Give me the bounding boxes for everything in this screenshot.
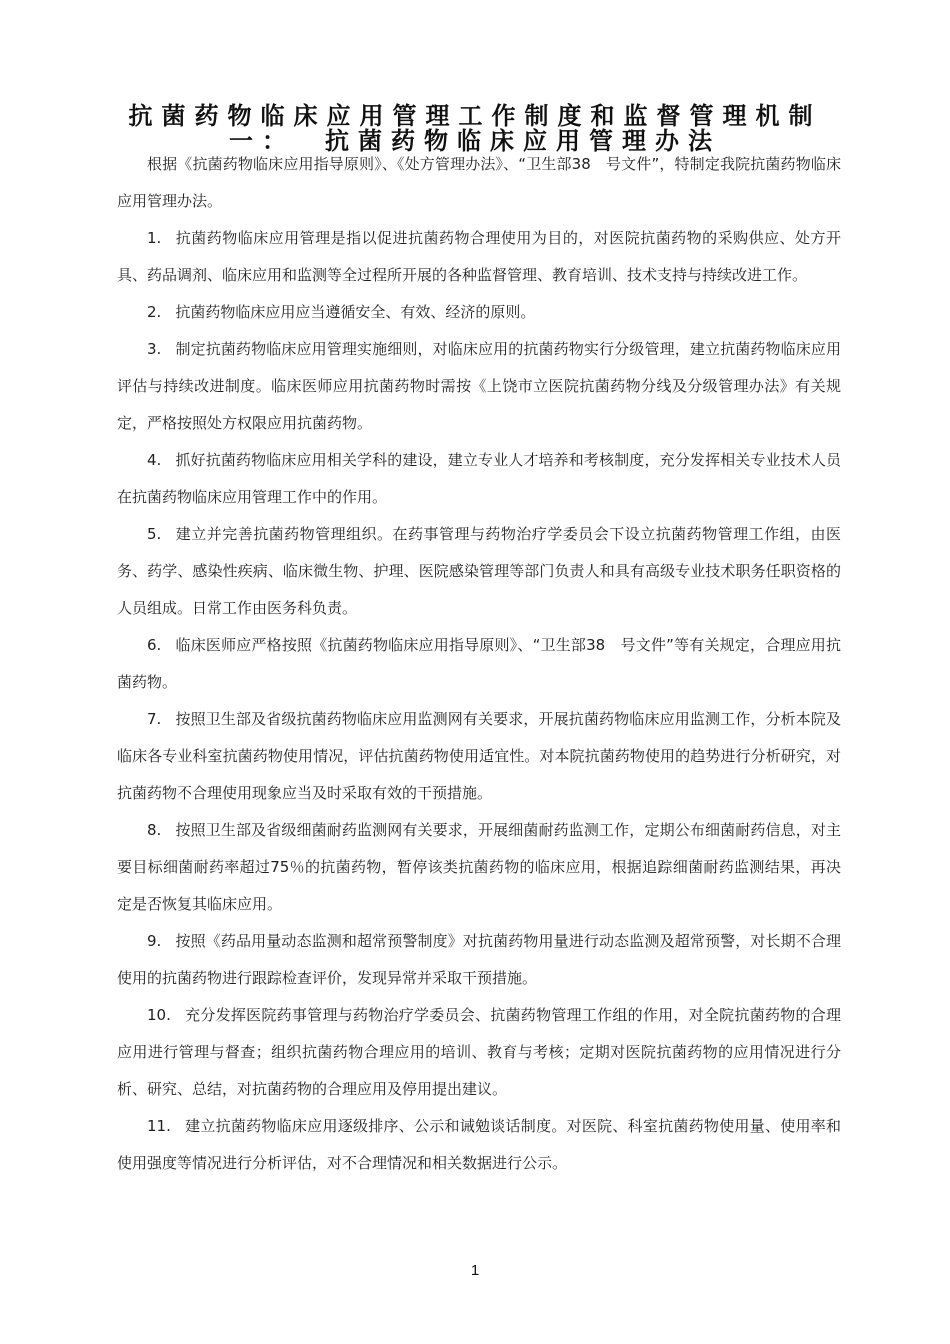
clause-text: 抓好抗菌药物临床应用相关学科的建设，建立专业人才培养和考核制度，充分发挥相关专业技术人员在抗菌药物临床应用管理工作中的作用。: [117, 451, 841, 506]
clause-6: [117, 627, 841, 701]
clause-text: 建立抗菌药物临床应用逐级排序、公示和诫勉谈话制度。对医院、科室抗菌药物使用量、使用率和使用强度等情况进行分析评估，对不合理情况和相关数据进行公示。: [117, 1117, 841, 1172]
clause-text: 抗菌药物临床应用应当遵循安全、有效、经济的原则。: [175, 303, 536, 321]
clause-number: 6.: [147, 636, 162, 654]
document-title: 抗菌药物临床应用管理工作制度和监督管理机制: [128, 102, 822, 130]
clause-text: 按照卫生部及省级抗菌药物临床应用监测网有关要求，开展抗菌药物临床应用监测工作，分析本院及临床各专业科室抗菌药物使用情况，评估抗菌药物使用适宜性。对本院抗菌药物使用的趋势进行分析研究，对抗菌药物不合理使用现象应当及时采取有效的干预措施。: [117, 710, 841, 802]
clause-number: 10.: [147, 1006, 171, 1024]
clause-8: [117, 812, 841, 923]
clause-number: 3.: [147, 340, 162, 358]
intro-paragraph: 根据《抗菌药物临床应用指导原则》、《处方管理办法》、“卫生部38 号文件”，特制定我院抗菌药物临床应用管理办法。: [117, 155, 841, 210]
clause-text: 建立并完善抗菌药物管理组织。在药事管理与药物治疗学委员会下设立抗菌药物管理工作组，由医务、药学、感染性疾病、临床微生物、护理、医院感染管理等部门负责人和具有高级专业技术职务任职资格的人员组成。日常工作由医务科负责。: [117, 525, 841, 617]
clause-2: [117, 294, 841, 331]
clause-number: 8.: [147, 821, 162, 839]
document-body: [117, 146, 841, 1182]
clause-number: 9.: [147, 932, 162, 950]
clause-1: [117, 220, 841, 294]
clause-text: 制定抗菌药物临床应用管理实施细则，对临床应用的抗菌药物实行分级管理，建立抗菌药物临床应用评估与持续改进制度。临床医师应用抗菌药物时需按《上饶市立医院抗菌药物分线及分级管理办法》有关规定，严格按照处方权限应用抗菌药物。: [117, 340, 841, 432]
clause-5: [117, 516, 841, 627]
clause-text: 临床医师应严格按照《抗菌药物临床应用指导原则》、“卫生部38 号文件”等有关规定，合理应用抗菌药物。: [117, 636, 841, 691]
clause-number: 4.: [147, 451, 162, 469]
clause-10: [117, 997, 841, 1108]
clause-number: 1.: [147, 229, 162, 247]
clause-11: [117, 1108, 841, 1182]
section-title: 抗菌药物临床应用管理办法: [325, 127, 721, 155]
clause-number: 11.: [147, 1117, 171, 1135]
section-number: 一：: [229, 127, 295, 155]
clause-3: [117, 331, 841, 442]
clause-9: [117, 923, 841, 997]
clause-number: 5.: [147, 525, 162, 543]
clause-text: 充分发挥医院药事管理与药物治疗学委员会、抗菌药物管理工作组的作用，对全院抗菌药物的合理应用进行管理与督查；组织抗菌药物合理应用的培训、教育与考核；定期对医院抗菌药物的应用情况进行分析、研究、总结，对抗菌药物的合理应用及停用提出建议。: [117, 1006, 841, 1098]
clause-4: [117, 442, 841, 516]
page-number: 1: [470, 1262, 480, 1279]
clause-text: 按照卫生部及省级细菌耐药监测网有关要求，开展细菌耐药监测工作，定期公布细菌耐药信息，对主要目标细菌耐药率超过75％的抗菌药物，暂停该类抗菌药物的临床应用，根据追踪细菌耐药监测结果，再决定是否恢复其临床应用。: [117, 821, 841, 913]
clause-text: 抗菌药物临床应用管理是指以促进抗菌药物合理使用为目的，对医院抗菌药物的采购供应、处方开具、药品调剂、临床应用和监测等全过程所开展的各种监督管理、教育培训、技术支持与持续改进工作。: [117, 229, 841, 284]
clause-number: 7.: [147, 710, 162, 728]
clause-number: 2.: [147, 303, 162, 321]
clause-text: 按照《药品用量动态监测和超常预警制度》对抗菌药物用量进行动态监测及超常预警，对长期不合理使用的抗菌药物进行跟踪检查评价，发现异常并采取干预措施。: [117, 932, 841, 987]
clause-7: [117, 701, 841, 812]
